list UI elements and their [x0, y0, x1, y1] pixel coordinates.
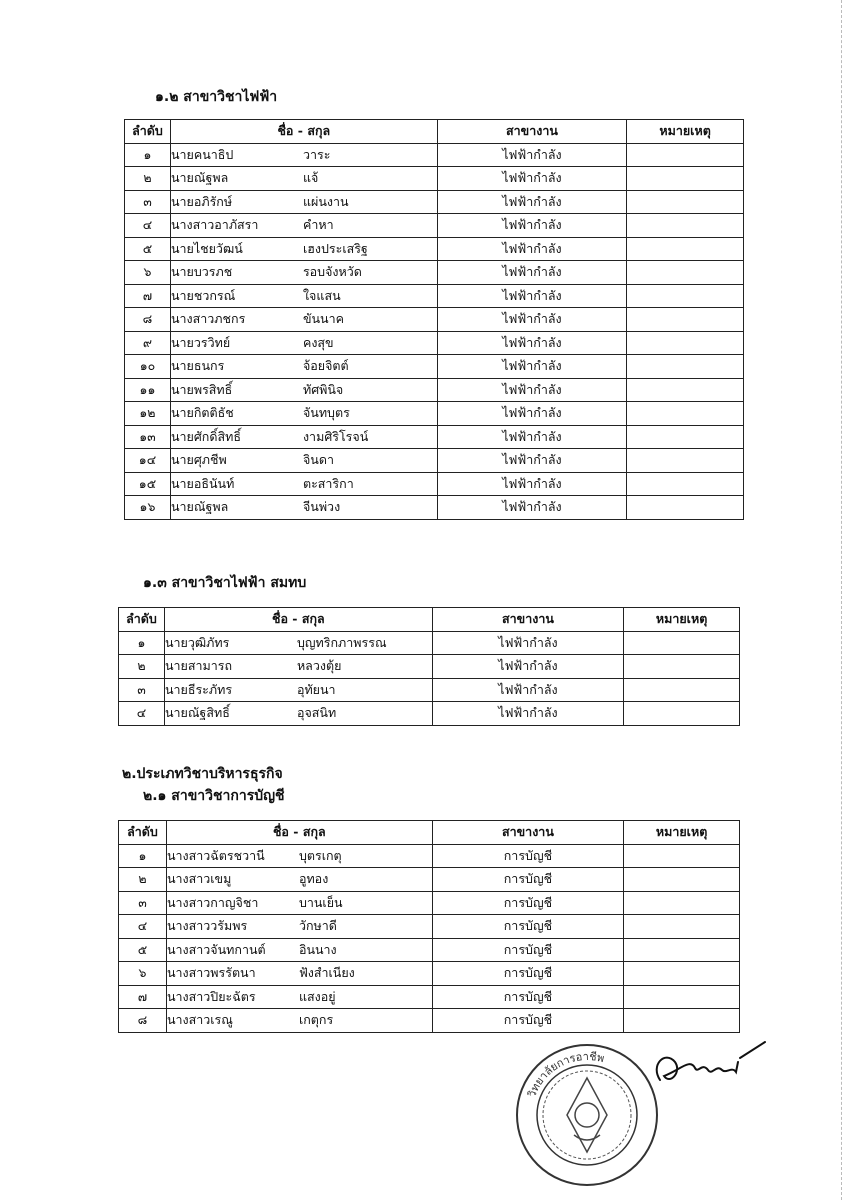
remark-cell [624, 938, 740, 962]
person-name [164, 702, 432, 726]
row-number: ๕ [119, 938, 167, 962]
department: ไฟฟ้ากำลัง [437, 402, 626, 426]
person-name [170, 496, 437, 520]
department: การบัญชี [432, 938, 623, 962]
person-name [166, 915, 432, 939]
table-row [125, 472, 744, 496]
row-number: ๓ [125, 190, 171, 214]
table-row [125, 496, 744, 520]
person-name [166, 938, 432, 962]
table-row [125, 261, 744, 285]
first-name: นายศุภชีพ [170, 452, 227, 468]
col-header-no: ลำดับ [125, 120, 171, 144]
department: ไฟฟ้ากำลัง [432, 655, 623, 679]
first-name: นายชวกรณ์ [170, 287, 236, 303]
remark-cell [624, 844, 740, 868]
row-number: ๑๐ [125, 355, 171, 379]
row-number: ๙ [125, 331, 171, 355]
department: ไฟฟ้ากำลัง [437, 472, 626, 496]
col-header-note: หมายเหตุ [624, 821, 740, 845]
first-name: นางสาวเรณู [166, 1012, 233, 1028]
last-name: เฮงประเสริฐ [302, 240, 368, 256]
table-header-row [119, 608, 740, 632]
row-number: ๓ [119, 891, 167, 915]
department: ไฟฟ้ากำลัง [437, 237, 626, 261]
first-name: นางสาวปิยะฉัตร [166, 988, 256, 1004]
last-name: ใจแสน [302, 287, 341, 303]
remark-cell [627, 190, 744, 214]
row-number: ๑๑ [125, 378, 171, 402]
row-number: ๔ [119, 915, 167, 939]
row-number: ๑ [119, 844, 167, 868]
first-name: นายณัฐสิทธิ์ [164, 705, 230, 721]
remark-cell [627, 425, 744, 449]
person-name [166, 985, 432, 1009]
person-name [170, 261, 437, 285]
table-row [125, 143, 744, 167]
row-number: ๒ [119, 655, 165, 679]
table-row [125, 331, 744, 355]
remark-cell [627, 402, 744, 426]
table-row [119, 631, 740, 655]
table-row [125, 308, 744, 332]
remark-cell [624, 962, 740, 986]
remark-cell [627, 496, 744, 520]
remark-cell [624, 985, 740, 1009]
row-number: ๘ [125, 308, 171, 332]
table-row [125, 378, 744, 402]
remark-cell [624, 702, 740, 726]
department: การบัญชี [432, 915, 623, 939]
remark-cell [627, 331, 744, 355]
row-number: ๕ [125, 237, 171, 261]
row-number: ๑๖ [125, 496, 171, 520]
person-name [166, 868, 432, 892]
table-row [119, 915, 740, 939]
person-name [166, 1009, 432, 1033]
section-1-3-title: ๑.๓ สาขาวิชาไฟฟ้า สมทบ [143, 575, 307, 591]
row-number: ๓ [119, 678, 165, 702]
last-name: ตะสาริกา [302, 475, 354, 491]
table-row [125, 402, 744, 426]
row-number: ๑๔ [125, 449, 171, 473]
last-name: แสงอยู่ [298, 988, 336, 1004]
last-name: จันทบุตร [302, 405, 350, 421]
department: ไฟฟ้ากำลัง [437, 284, 626, 308]
remark-cell [627, 378, 744, 402]
row-number: ๖ [125, 261, 171, 285]
first-name: นายวรวิทย์ [170, 334, 231, 350]
person-name [170, 402, 437, 426]
department: ไฟฟ้ากำลัง [437, 261, 626, 285]
first-name: นายธีระภัทร [164, 681, 233, 697]
first-name: นายพรสิทธิ์ [170, 381, 233, 397]
table-row [125, 355, 744, 379]
last-name: ทัศพินิจ [302, 381, 344, 397]
last-name: อุจสนิท [296, 705, 337, 721]
department: ไฟฟ้ากำลัง [437, 449, 626, 473]
svg-text:วิทยาลัยการอาชีพ: วิทยาลัยการอาชีพ [525, 1049, 606, 1100]
col-header-name: ชื่อ - สกุล [166, 821, 432, 845]
last-name: ฟังสำเนียง [298, 965, 355, 981]
table-row [125, 284, 744, 308]
last-name: จ้อยจิตต์ [302, 358, 349, 374]
remark-cell [627, 472, 744, 496]
table-section-1-2 [124, 119, 744, 520]
first-name: นายกิตติธัช [170, 405, 234, 421]
remark-cell [627, 261, 744, 285]
last-name: วาระ [302, 146, 331, 162]
first-name: นางสาวฉัตรชวานี [166, 847, 265, 863]
signature [640, 1040, 770, 1100]
table-row [119, 844, 740, 868]
last-name: เกตุกร [298, 1012, 334, 1028]
person-name [164, 631, 432, 655]
last-name: อินนาง [298, 941, 337, 957]
person-name [170, 284, 437, 308]
first-name: นายอธินันท์ [170, 475, 235, 491]
remark-cell [624, 631, 740, 655]
department: การบัญชี [432, 891, 623, 915]
first-name: นายศักดิ์สิทธิ์ [170, 428, 241, 444]
last-name: บุตรเกตุ [298, 847, 342, 863]
table-section-1-3 [118, 607, 740, 726]
col-header-no: ลำดับ [119, 821, 167, 845]
department: ไฟฟ้ากำลัง [437, 143, 626, 167]
department: การบัญชี [432, 985, 623, 1009]
first-name: นางสาวเขมู [166, 871, 232, 887]
first-name: นางสาววรัมพร [166, 918, 248, 934]
last-name: อุทัยนา [296, 681, 336, 697]
first-name: นายบวรภช [170, 264, 233, 280]
last-name: คงสุข [302, 334, 334, 350]
last-name: คำหา [302, 217, 334, 233]
row-number: ๖ [119, 962, 167, 986]
table-row [119, 655, 740, 679]
remark-cell [627, 308, 744, 332]
row-number: ๘ [119, 1009, 167, 1033]
department: ไฟฟ้ากำลัง [437, 167, 626, 191]
row-number: ๑๕ [125, 472, 171, 496]
table-section-2-1 [118, 820, 740, 1033]
last-name: จินดา [302, 452, 334, 468]
department: การบัญชี [432, 962, 623, 986]
remark-cell [627, 355, 744, 379]
table-row [125, 237, 744, 261]
col-header-dept: สาขางาน [432, 608, 623, 632]
table-row [119, 702, 740, 726]
first-name: นางสาวจันทกานต์ [166, 941, 266, 957]
col-header-name: ชื่อ - สกุล [164, 608, 432, 632]
table-row [125, 190, 744, 214]
remark-cell [627, 284, 744, 308]
department: ไฟฟ้ากำลัง [437, 425, 626, 449]
last-name: วักษาดี [298, 918, 337, 934]
department: การบัญชี [432, 868, 623, 892]
last-name: อูทอง [298, 871, 329, 887]
person-name [170, 449, 437, 473]
first-name: นายอภิรักษ์ [170, 193, 233, 209]
col-header-note: หมายเหตุ [627, 120, 744, 144]
table-row [119, 1009, 740, 1033]
last-name: แจ้ [302, 170, 319, 186]
person-name [170, 472, 437, 496]
person-name [170, 237, 437, 261]
first-name: นายสามารถ [164, 658, 233, 674]
person-name [170, 308, 437, 332]
first-name: นายณัฐพล [170, 170, 229, 186]
first-name: นางสาวกาญจิชา [166, 894, 259, 910]
last-name: แผ่นงาน [302, 193, 349, 209]
first-name: นางสาวภชกร [170, 311, 246, 327]
first-name: นายณัฐพล [170, 499, 229, 515]
section-2-1-title: ๒.๑ สาขาวิชาการบัญชี [143, 788, 285, 804]
department: ไฟฟ้ากำลัง [432, 631, 623, 655]
first-name: นายคนาธิป [170, 146, 234, 162]
last-name: บานเย็น [298, 894, 343, 910]
row-number: ๑ [125, 143, 171, 167]
remark-cell [624, 868, 740, 892]
person-name [166, 891, 432, 915]
person-name [170, 143, 437, 167]
remark-cell [627, 214, 744, 238]
department: ไฟฟ้ากำลัง [437, 214, 626, 238]
person-name [170, 378, 437, 402]
row-number: ๑๒ [125, 402, 171, 426]
table-header-row [125, 120, 744, 144]
row-number: ๔ [125, 214, 171, 238]
table-row [119, 678, 740, 702]
row-number: ๔ [119, 702, 165, 726]
remark-cell [624, 1009, 740, 1033]
department: ไฟฟ้ากำลัง [437, 308, 626, 332]
remark-cell [624, 891, 740, 915]
department: ไฟฟ้ากำลัง [432, 702, 623, 726]
section-1-2-title: ๑.๒ สาขาวิชาไฟฟ้า [155, 89, 278, 105]
remark-cell [627, 143, 744, 167]
person-name [164, 678, 432, 702]
remark-cell [624, 678, 740, 702]
last-name: ขันนาค [302, 311, 344, 327]
person-name [170, 425, 437, 449]
col-header-dept: สาขางาน [437, 120, 626, 144]
person-name [170, 355, 437, 379]
first-name: นายไชยวัฒน์ [170, 240, 243, 256]
last-name: หลวงตุ้ย [296, 658, 342, 674]
table-row [125, 425, 744, 449]
table-row [119, 938, 740, 962]
person-name [170, 331, 437, 355]
department: ไฟฟ้ากำลัง [437, 355, 626, 379]
last-name: รอบจังหวัด [302, 264, 362, 280]
department: ไฟฟ้ากำลัง [437, 378, 626, 402]
department: ไฟฟ้ากำลัง [437, 190, 626, 214]
table-row [119, 985, 740, 1009]
row-number: ๒ [125, 167, 171, 191]
table-row [119, 868, 740, 892]
person-name [170, 167, 437, 191]
remark-cell [627, 167, 744, 191]
person-name [170, 214, 437, 238]
person-name [166, 962, 432, 986]
department: ไฟฟ้ากำลัง [437, 331, 626, 355]
row-number: ๑๓ [125, 425, 171, 449]
row-number: ๑ [119, 631, 165, 655]
last-name: บุญทริกภาพรรณ [296, 634, 387, 650]
department: การบัญชี [432, 1009, 623, 1033]
scan-edge-line [841, 0, 842, 1200]
row-number: ๗ [125, 284, 171, 308]
remark-cell [624, 915, 740, 939]
remark-cell [627, 449, 744, 473]
remark-cell [627, 237, 744, 261]
col-header-name: ชื่อ - สกุล [170, 120, 437, 144]
col-header-dept: สาขางาน [432, 821, 623, 845]
row-number: ๒ [119, 868, 167, 892]
table-row [125, 214, 744, 238]
col-header-no: ลำดับ [119, 608, 165, 632]
first-name: นางสาวอาภัสรา [170, 217, 259, 233]
table-row [125, 449, 744, 473]
department: การบัญชี [432, 844, 623, 868]
col-header-note: หมายเหตุ [624, 608, 740, 632]
table-row [119, 891, 740, 915]
last-name: งามศิริโรจน์ [302, 428, 369, 444]
category-2-title: ๒.ประเภทวิชาบริหารธุรกิจ [122, 766, 283, 782]
department: ไฟฟ้ากำลัง [432, 678, 623, 702]
person-name [170, 190, 437, 214]
row-number: ๗ [119, 985, 167, 1009]
remark-cell [624, 655, 740, 679]
table-row [125, 167, 744, 191]
person-name [166, 844, 432, 868]
first-name: นางสาวพรรัตนา [166, 965, 256, 981]
first-name: นายธนกร [170, 358, 225, 374]
table-row [119, 962, 740, 986]
person-name [164, 655, 432, 679]
last-name: จีนพ่วง [302, 499, 341, 515]
table-header-row [119, 821, 740, 845]
first-name: นายวุฒิภัทร [164, 634, 230, 650]
department: ไฟฟ้ากำลัง [437, 496, 626, 520]
